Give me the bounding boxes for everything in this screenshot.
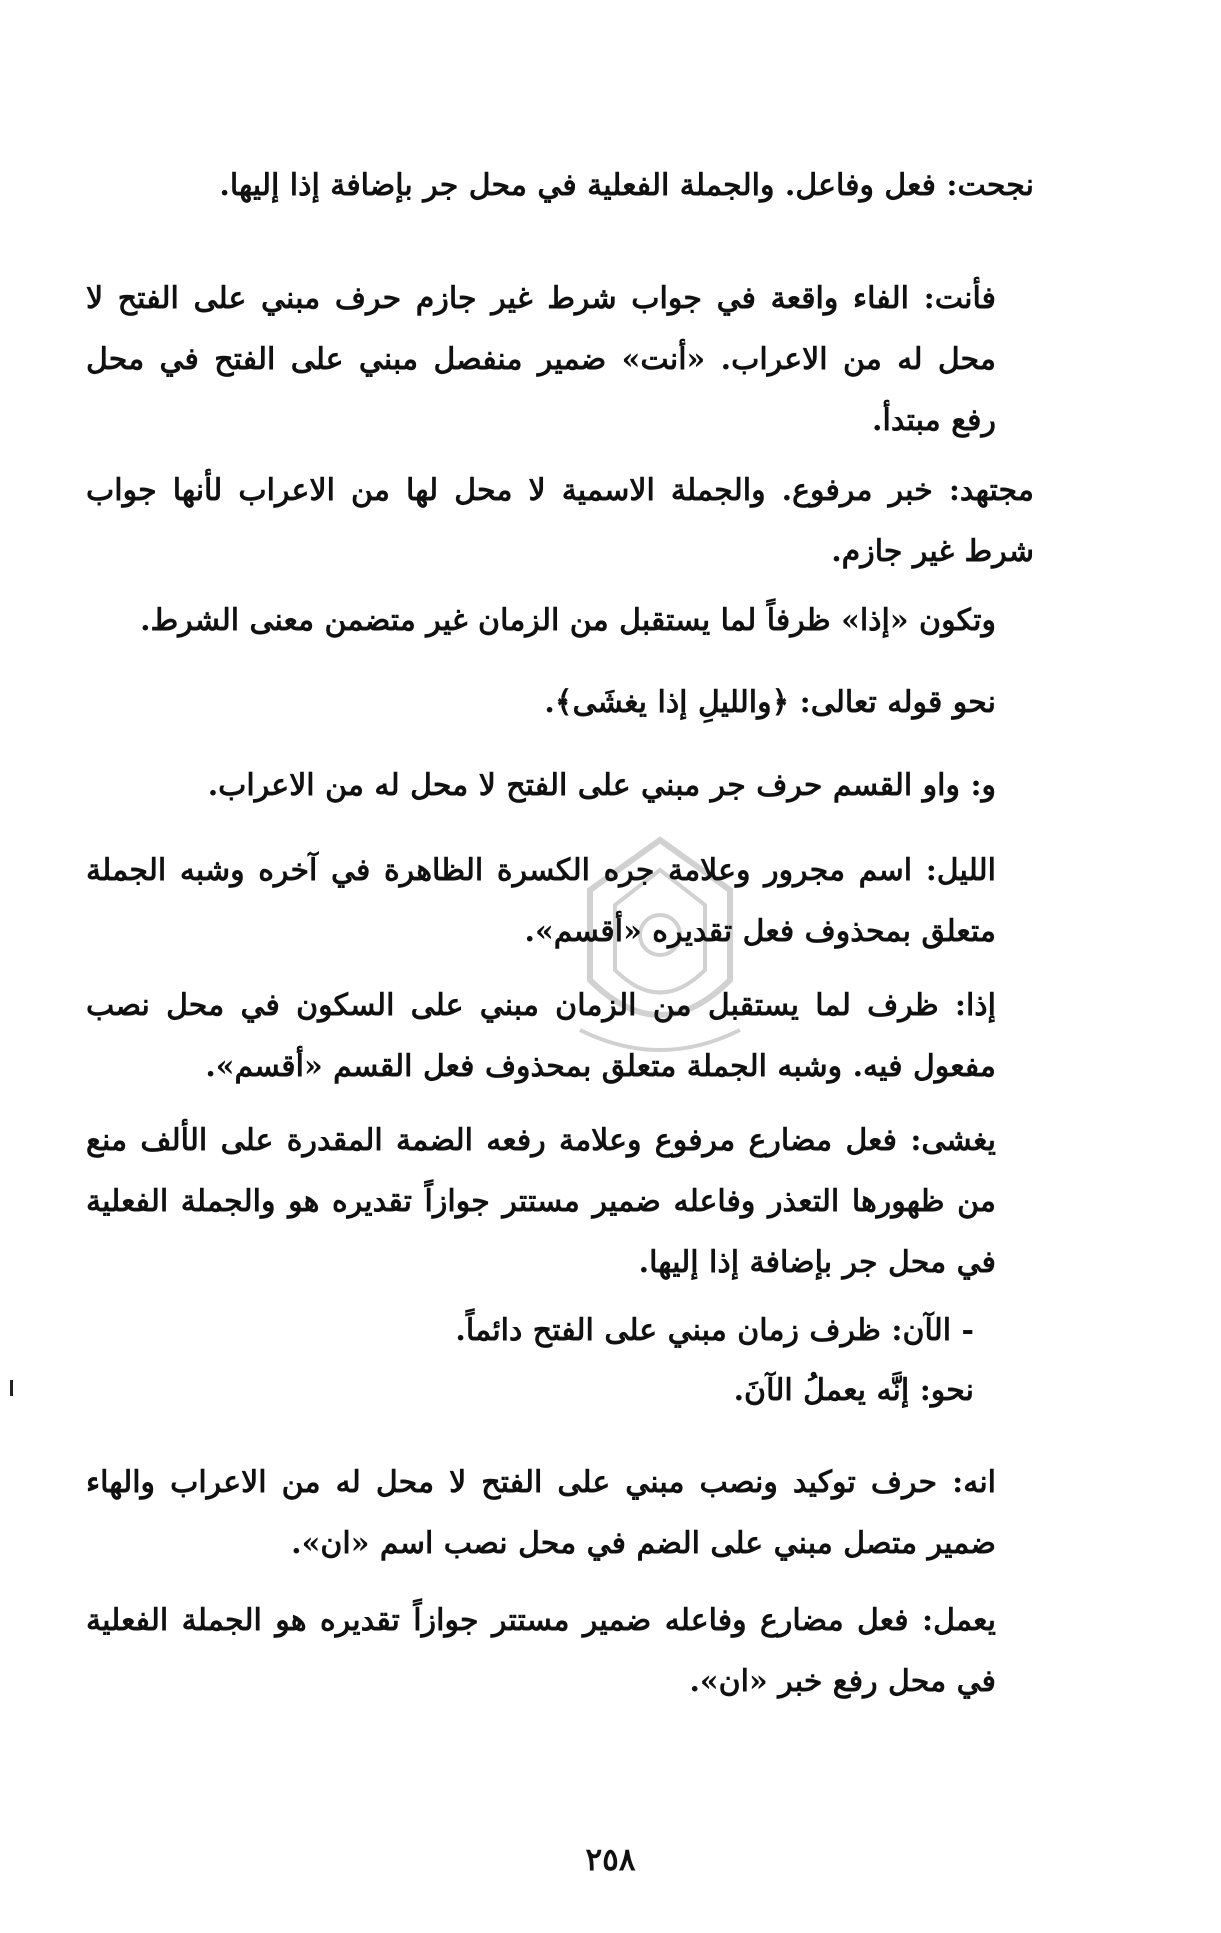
paragraph-text: نحو قوله تعالى: ﴿والليلِ إذا يغشَى﴾. (544, 685, 996, 720)
paragraph-text: ظرف زمان مبني على الفتح دائماً. (455, 1313, 892, 1348)
paragraph-innahu (86, 1452, 1034, 1574)
paragraph-text: اسم مجرور وعلامة جره الكسرة الظاهرة في آخره وشبه الجملة متعلق بمحذوف فعل تقديره «أقسم». (86, 853, 996, 949)
paragraph-text: واو القسم حرف جر مبني على الفتح لا محل له من الاعراب. (207, 768, 971, 803)
paragraph-term: يغشى: (910, 1123, 996, 1158)
paragraph-term: نحو: (919, 1373, 974, 1408)
paragraph-idha (86, 975, 1034, 1097)
paragraph-text: وتكون «إذا» ظرفاً لما يستقبل من الزمان غير متضمن معنى الشرط. (140, 603, 996, 638)
paragraph-term: إذا: (954, 988, 996, 1023)
paragraph-faanta (86, 268, 1034, 451)
paragraph-term: انه: (952, 1465, 996, 1500)
paragraph-term: - الآن: (891, 1313, 974, 1348)
paragraph-alan (86, 1300, 1034, 1361)
paragraph-alan-example (86, 1360, 1034, 1421)
paragraph-text: الفاء واقعة في جواب شرط غير جازم حرف مبني على الفتح لا محل له من الاعراب. «أنت» ضمير منفصل مبني على الفتح في محل رفع مبتدأ. (86, 281, 996, 438)
paragraph-text: فعل مضارع مرفوع وعلامة رفعه الضمة المقدرة على الألف منع من ظهورها التعذر وفاعله ضمير مستتر جوازاً تقديره هو والجملة الفعلية في محل جر بإضافة إذا إليها. (86, 1123, 996, 1280)
page-number: ٢٥٨ (585, 1842, 636, 1878)
paragraph-text: فعل وفاعل. والجملة الفعلية في محل جر بإضافة إذا إليها. (219, 168, 947, 203)
paragraph-yamalu (86, 1590, 1034, 1712)
paragraph-text: خبر مرفوع. والجملة الاسمية لا محل لها من الاعراب لأنها جواب شرط غير جازم. (86, 473, 1034, 569)
paragraph-quran-example (86, 672, 1034, 733)
paragraph-text: فعل مضارع وفاعله ضمير مستتر جوازاً تقديره هو الجملة الفعلية في محل رفع خبر «ان». (86, 1603, 996, 1699)
paragraph-mujtahid (86, 460, 1034, 582)
paragraph-term: نجحت: (946, 168, 1034, 203)
paragraph-najahat (86, 155, 1034, 216)
paragraph-text: ظرف لما يستقبل من الزمان مبني على السكون في محل نصب مفعول فيه. وشبه الجملة متعلق بمحذوف فعل القسم «أقسم». (86, 988, 996, 1084)
paragraph-text: حرف توكيد ونصب مبني على الفتح لا محل له من الاعراب والهاء ضمير متصل مبني على الضم في محل نصب اسم «ان». (86, 1465, 996, 1561)
paragraph-term: فأنت: (923, 281, 996, 316)
paragraph-text: إنَّه يعملُ الآنَ. (733, 1373, 920, 1408)
paragraph-term: يعمل: (922, 1603, 996, 1638)
paragraph-waw (86, 755, 1034, 816)
margin-mark (10, 1380, 13, 1396)
paragraph-allayl (86, 840, 1034, 962)
paragraph-term: و: (970, 768, 996, 803)
paragraph-takunu-idha (86, 590, 1034, 651)
paragraph-yaghsha (86, 1110, 1034, 1293)
paragraph-term: مجتهد: (948, 473, 1034, 508)
paragraph-term: الليل: (925, 853, 996, 888)
